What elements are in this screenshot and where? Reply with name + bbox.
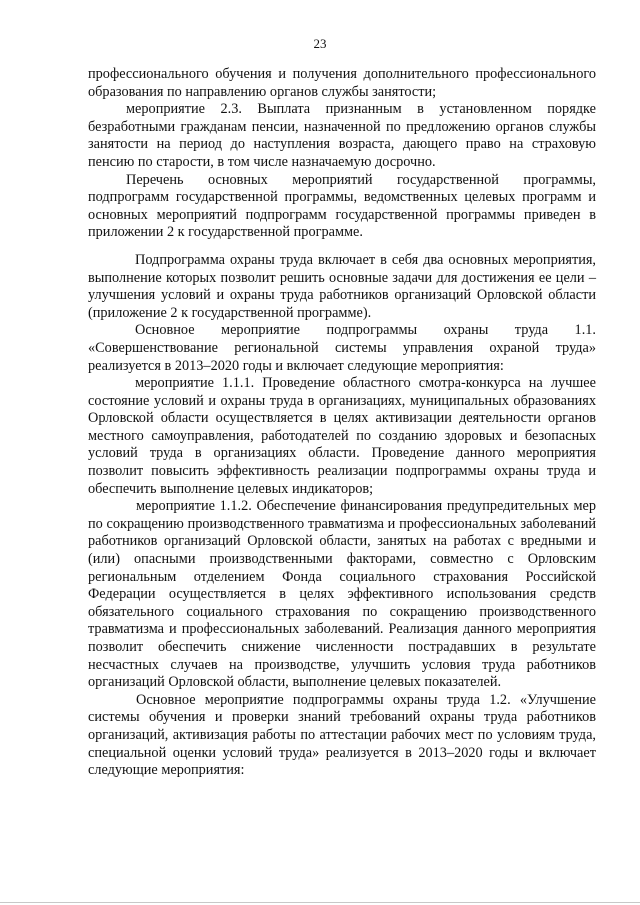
bottom-edge-line: [0, 902, 640, 903]
body-text: [88, 66, 596, 780]
paragraph-measure-1-1-2: мероприятие 1.1.2. Обеспечение финансирования предупредительных мер по сокращению производственного травматизма и профессиональных заболеваний работников организаций Орловской области, занятых на работах с вредными и (или) опасными производственными факторами, совместно с Орловским региональным отделением Фонда социального страхования Российской Федерации осуществляется в целях эффективного использования средств обязательного социального страхования по сокращению производственного травматизма и профессиональных заболеваний. Реализация данного мероприятия позволит обеспечить снижение численности пострадавших в результате несчастных случаев на производстве, улучшить условия труда работников организаций Орловской области, выполнение целевых показателей.: [88, 498, 596, 691]
paragraph-main-measure-1-1: Основное мероприятие подпрограммы охраны труда 1.1. «Совершенствование региональной системы управления охраной труда» реализуется в 2013–2020 годы и включает следующие мероприятия:: [88, 322, 596, 374]
paragraph-labor-protection-subprogram: Подпрограмма охраны труда включает в себя два основных мероприятия, выполнение которых позволит решить основные задачи для достижения ее цели – улучшения условий и охраны труда работников организаций Орловской области (приложение 2 к государственной программе).: [88, 251, 596, 321]
paragraph-vocational-training-continuation: профессионального обучения и получения дополнительного профессионального образования по направлению органов службы занятости;: [88, 66, 596, 100]
paragraph-measure-2-3: мероприятие 2.3. Выплата признанным в установленном порядке безработными гражданам пенсии, назначенной по предложению органов службы занятости на период до наступления возраста, дающего право на страховую пенсию по старости, в том числе назначаемую досрочно.: [88, 101, 596, 170]
paragraph-measures-list-reference: Перечень основных мероприятий государственной программы, подпрограмм государственной программы, ведомственных целевых программ и основных мероприятий подпрограмм государственной программы приведен в приложении 2 к государственной программе.: [88, 171, 596, 241]
paragraph-main-measure-1-2: Основное мероприятие подпрограммы охраны труда 1.2. «Улучшение системы обучения и проверки знаний требований охраны труда работников организаций, активизация работы по аттестации рабочих мест по условиям труда, специальной оценки условий труда» реализуется в 2013–2020 годы и включает следующие мероприятия:: [88, 691, 596, 779]
page-number: 23: [313, 36, 327, 51]
paragraph-measure-1-1-1: мероприятие 1.1.1. Проведение областного смотра-конкурса на лучшее состояние условий и охраны труда в организациях, муниципальных образованиях Орловской области осуществляется в целях активизации деятельности органов местного самоуправления, работодателей по созданию здоровых и безопасных условий труда в организациях области. Проведение данного мероприятия позволит повысить эффективность реализации подпрограммы охраны труда и обеспечить выполнение целевых индикаторов;: [88, 375, 596, 497]
